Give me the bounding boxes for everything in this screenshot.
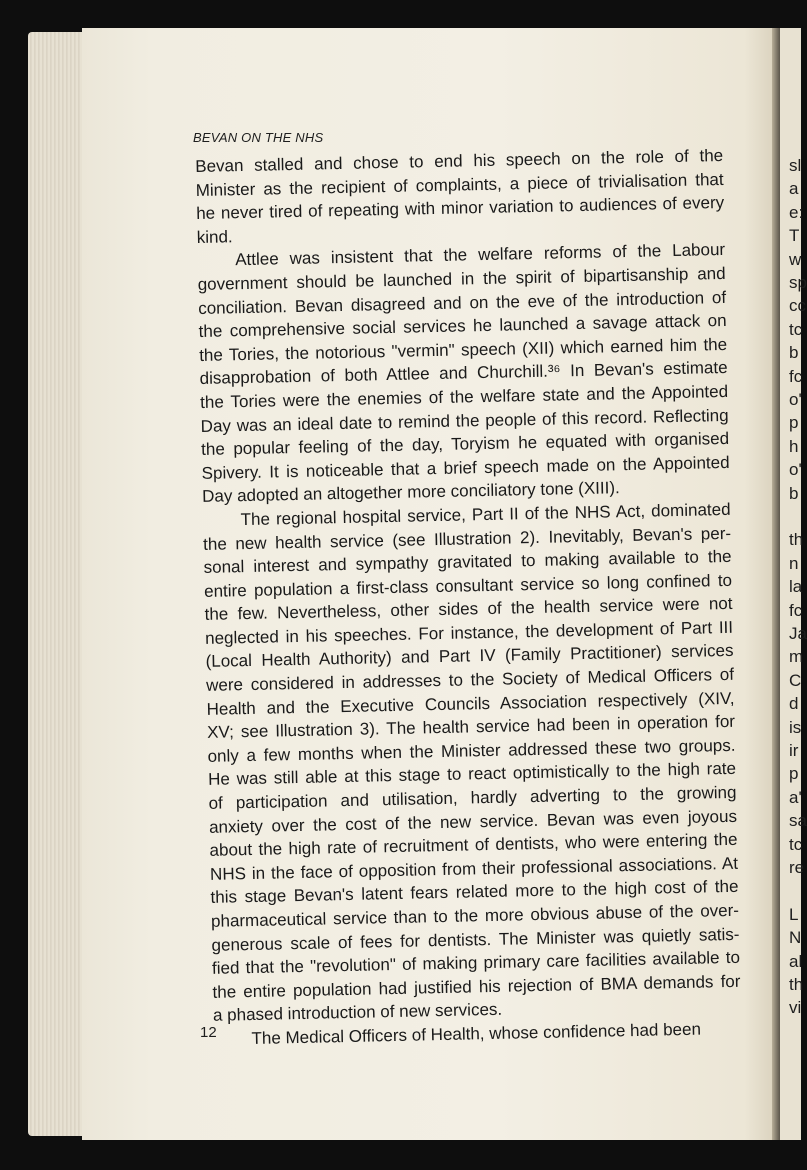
text-line: Health and the Executive Councils Association respectively (XIV,	[206, 688, 735, 719]
next-page-fragment: Ja	[789, 624, 807, 643]
next-page-fragment: d	[789, 694, 799, 714]
text-line: the few. Nevertheless, other sides of the health service were not	[204, 594, 733, 625]
text-line: Bevan stalled and chose to end his speech on the role of the	[195, 145, 724, 176]
running-head: BEVAN ON THE NHS	[193, 130, 324, 145]
text-line: the popular feeling of the day, Toryism he equated with organised	[200, 429, 730, 460]
next-page-fragment: cc	[789, 296, 806, 316]
text-line: the new health service (see Illustration 2). Inevitably, Bevan's per-	[202, 523, 732, 554]
next-page-fragment: b	[789, 343, 799, 363]
next-page-fragment: is	[789, 717, 802, 737]
text-line: only a few months when the Minister addressed these two groups.	[207, 735, 736, 766]
next-page-fragment: L	[789, 904, 799, 924]
next-page-fragment: p	[789, 764, 799, 784]
body-text	[195, 144, 742, 1051]
next-page-fragment: vi	[789, 998, 802, 1018]
next-page-fragment: la	[789, 577, 803, 597]
text-line: a phased introduction of new services.	[212, 1000, 503, 1026]
next-page-fragment: al	[789, 951, 803, 971]
text-line: kind.	[196, 227, 233, 247]
next-page-fragment: C	[789, 670, 802, 690]
next-page-fragment: sl	[789, 156, 802, 175]
next-page-fragment: a'	[789, 787, 802, 807]
next-page-fragment: o'	[789, 460, 802, 480]
next-page-fragment: th	[789, 530, 804, 550]
page-edges	[28, 32, 88, 1136]
next-page-fragment: ir	[789, 741, 799, 760]
text-line: neglected in his speeches. For instance, the development of Part III	[204, 617, 734, 648]
next-page-fragment: o'	[789, 390, 802, 409]
next-page-fragment: th	[789, 975, 804, 994]
text-line: the comprehensive social services he launched a savage attack on	[198, 311, 727, 342]
text-line: He was still able at this stage to react optimistically to the high rate	[207, 759, 737, 790]
text-line: Minister as the recipient of complaints, a piece of trivialisation that	[195, 169, 724, 200]
next-page-fragment: re	[789, 858, 805, 877]
text-line: the Tories, the notorious "vermin" speech (XII) which earned him the	[198, 334, 728, 365]
text-line: fied that the "revolution" of making primary care facilities available to	[211, 947, 741, 979]
text-line: sonal interest and sympathy gravitated to making available to the	[203, 546, 732, 578]
text-line: about the high rate of recruitment of dentists, who were entering the	[209, 830, 738, 861]
text-line: Day was an ideal date to remind the people of this record. Reflecting	[200, 405, 729, 436]
page-number: 12	[200, 1024, 217, 1041]
right-page-edge	[780, 28, 807, 1140]
book-gutter	[772, 28, 780, 1140]
text-line: pharmaceutical service than to the more obvious abuse of the over-	[210, 900, 740, 931]
text-line: he never tired of repeating with minor variation to audiences of every	[196, 193, 725, 224]
next-page-fragment: p	[789, 413, 799, 433]
next-page-fragment: w	[789, 249, 802, 269]
text-line: were considered in addresses to the Society of Medical Officers of	[205, 664, 735, 695]
text-line: Attlee was insistent that the welfare reforms of the Labour	[235, 240, 726, 270]
text-line: Spivery. It is noticeable that a brief speech made on the Appointed	[201, 452, 730, 483]
text-line: entire population a first-class consultant service so long confined to	[203, 570, 733, 601]
next-page-fragment: h	[789, 436, 799, 456]
next-page-fragment: tc	[789, 319, 803, 339]
text-line: disapprobation of both Attlee and Churchill.³⁶ In Bevan's estimate	[199, 358, 728, 389]
text-line: NHS in the face of opposition from their professional associations. At	[209, 853, 739, 884]
next-page-fragment: fc	[789, 600, 803, 620]
next-page-fragment: b	[789, 483, 799, 503]
text-line: government should be launched in the spirit of bipartisanship and	[197, 263, 726, 294]
text-line: the entire population had justified his rejection of BMA demands for	[212, 971, 741, 1002]
text-line: conciliation. Bevan disagreed and on the eve of the introduction of	[198, 287, 727, 318]
next-page-fragment: fc	[789, 366, 803, 386]
next-page-fragment: sa	[789, 811, 807, 831]
text-line: this stage Bevan's latent fears related more to the high cost of the	[210, 877, 739, 908]
text-line: (Local Health Authority) and Part IV (Family Practitioner) services	[205, 641, 734, 672]
text-line: The Medical Officers of Health, whose confidence had been	[251, 1019, 702, 1048]
next-page-fragment: tc	[789, 834, 803, 854]
next-page-fragment: e:	[789, 202, 804, 222]
text-line: XV; see Illustration 3). The health service had been in operation for	[206, 712, 736, 743]
text-line: the Tories were the enemies of the welfare state and the Appointed	[199, 381, 729, 412]
text-line: generous scale of fees for dentists. The Minister was quietly satis-	[211, 924, 740, 955]
text-line: The regional hospital service, Part II of the NHS Act, dominated	[240, 499, 731, 530]
next-page-fragment: sp	[789, 273, 807, 292]
next-page-fragment: N	[789, 928, 802, 948]
next-page-fragment: T	[789, 226, 800, 246]
next-page-fragment: a	[789, 179, 799, 199]
next-page-fragment: n	[789, 553, 799, 573]
text-line: of participation and utilisation, hardly adverting to the growing	[208, 782, 737, 813]
text-line: anxiety over the cost of the new service. Bevan was even joyous	[208, 806, 738, 837]
next-page-fragment: m	[789, 647, 804, 667]
text-line: Day adopted an altogether more conciliatory tone (XIII).	[201, 478, 620, 507]
